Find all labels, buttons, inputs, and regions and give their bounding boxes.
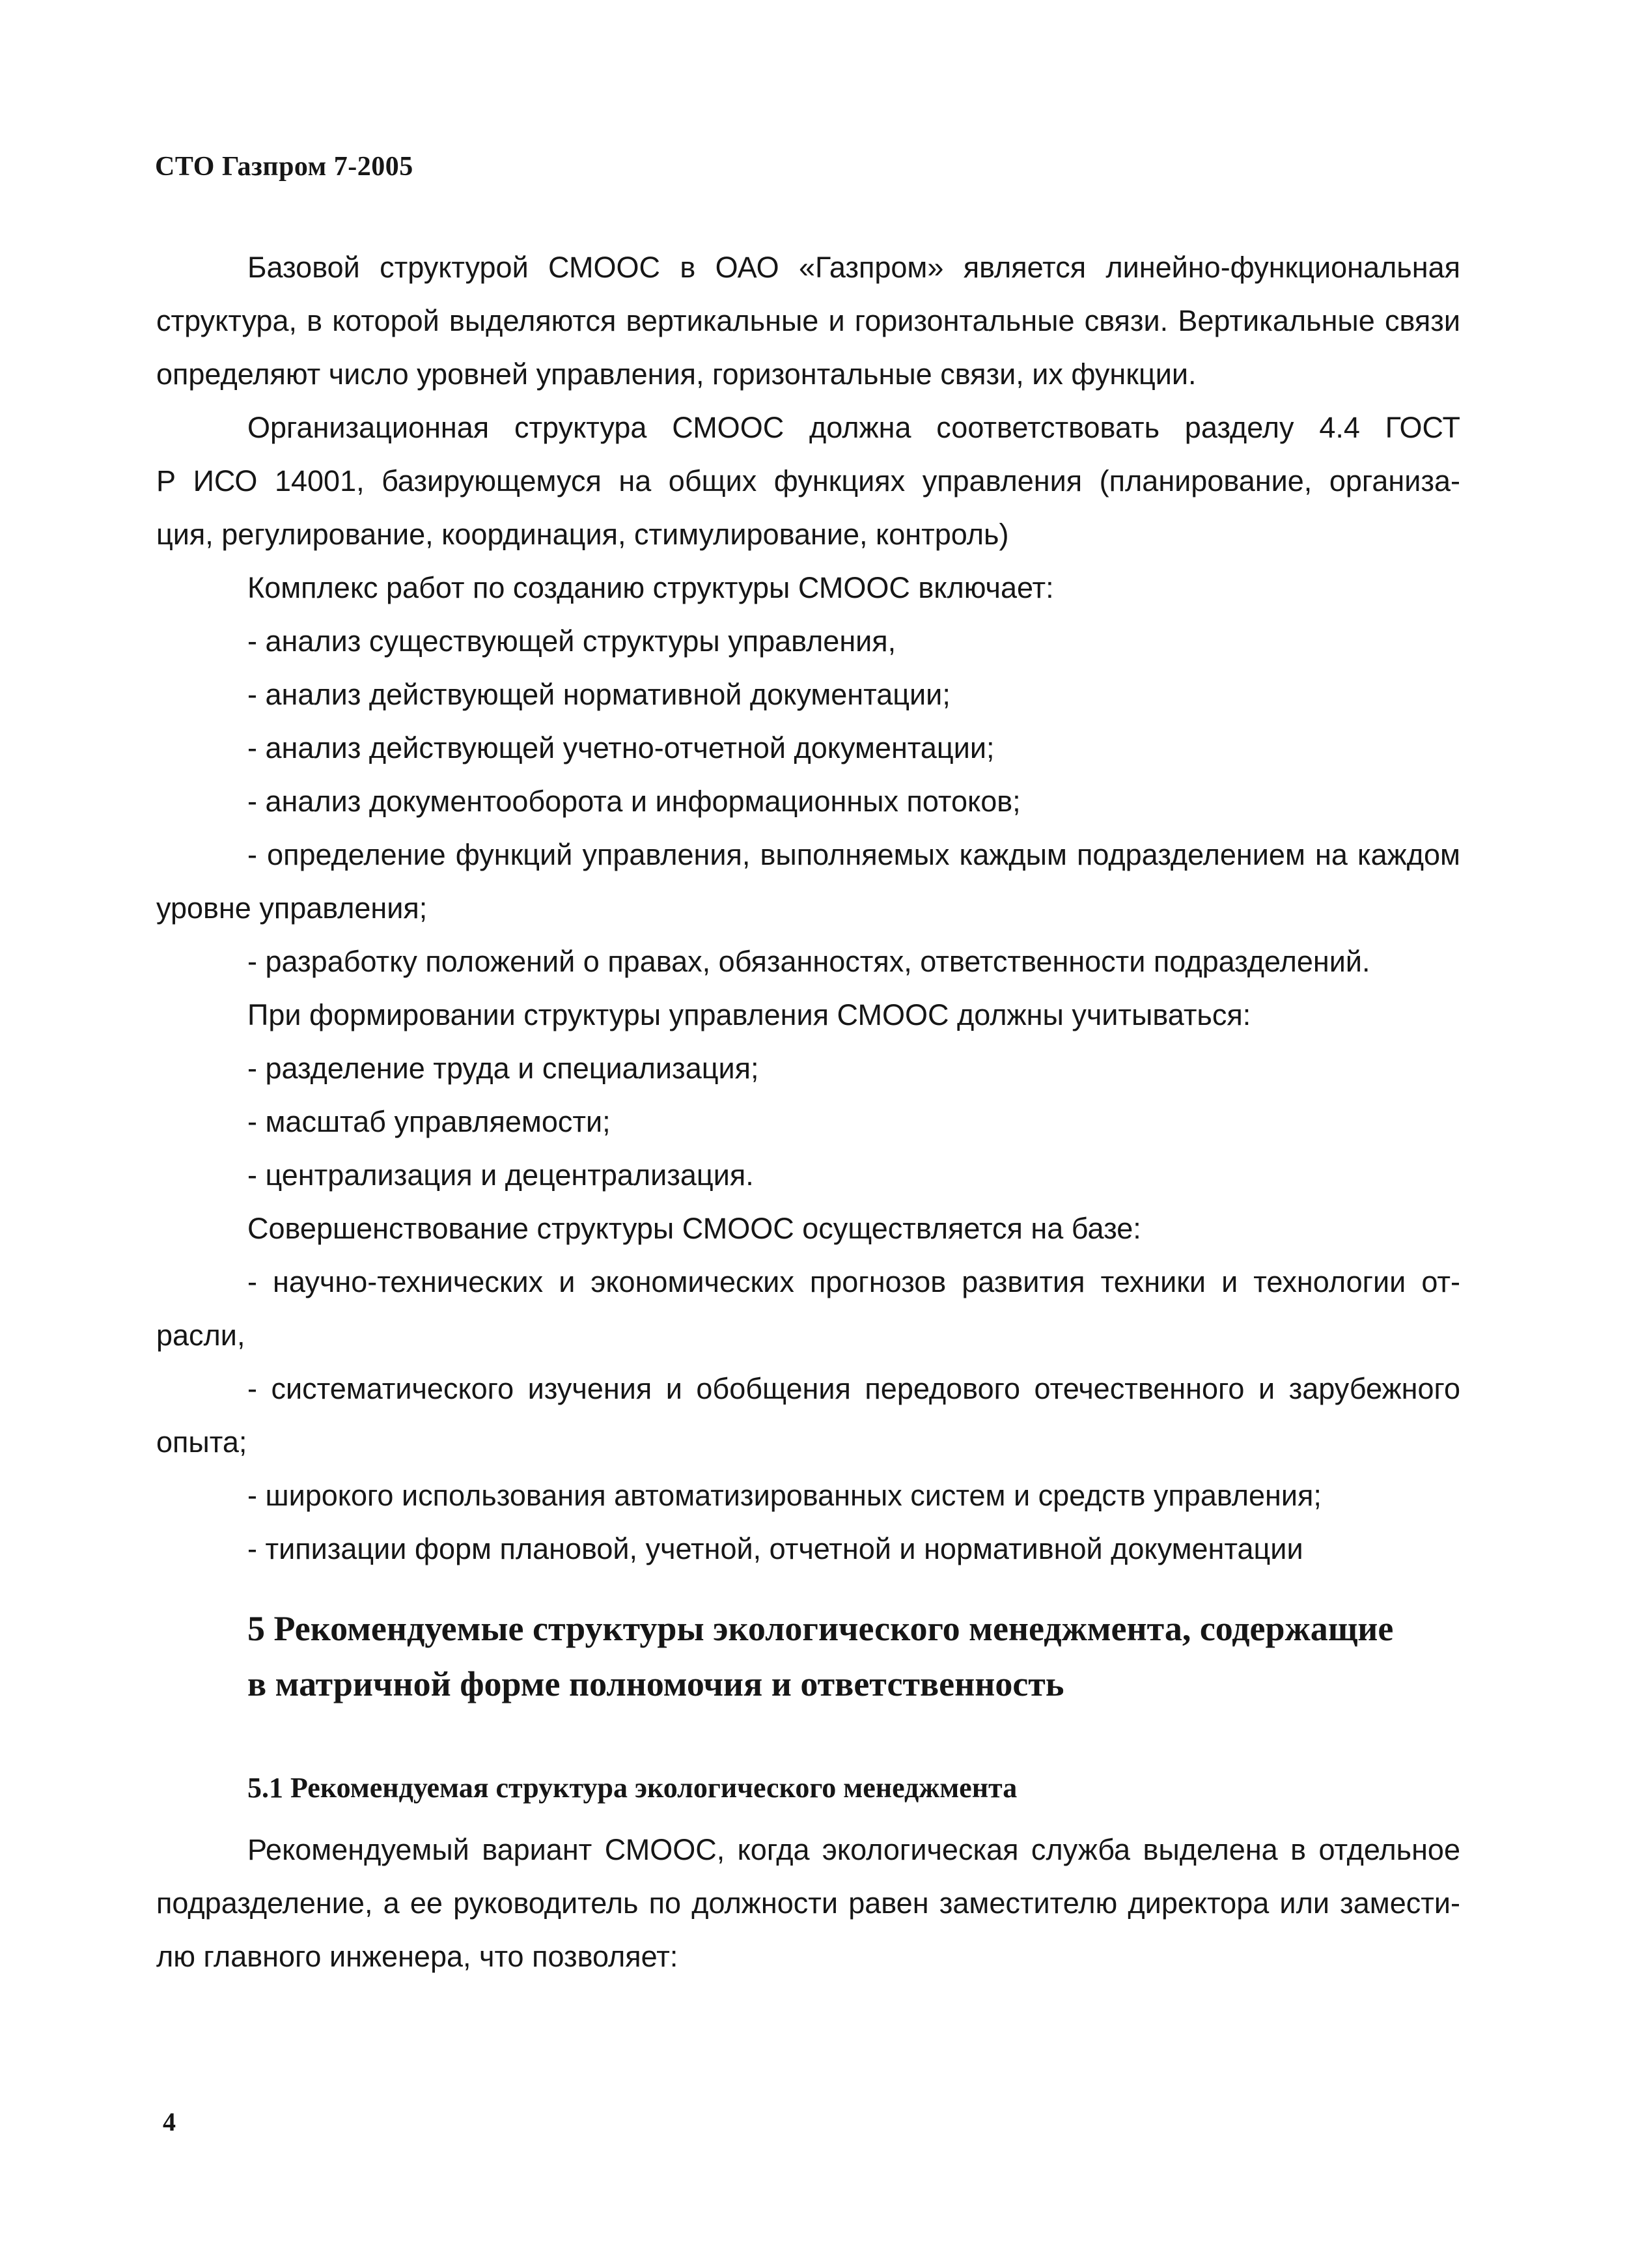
- section-title: 5 Рекомендуемые структуры экологического менеджмента, содержащие: [247, 1609, 1394, 1648]
- paragraph-line: ция, регулирование, координация, стимулирование, контроль): [156, 518, 1009, 551]
- list-item: - анализ существующей структуры управления,: [247, 624, 896, 658]
- paragraph-line: структура, в которой выделяются вертикальные и горизонтальные связи. Вертикальные связи: [156, 304, 1460, 337]
- paragraph-line: Комплекс работ по созданию структуры СМООС включает:: [247, 571, 1054, 604]
- list-item: - анализ документооборота и информационных потоков;: [247, 785, 1021, 818]
- list-item: - анализ действующей учетно-отчетной документации;: [247, 731, 995, 764]
- paragraph-line: лю главного инженера, что позволяет:: [156, 1940, 678, 1973]
- running-header: СТО Газпром 7-2005: [155, 152, 413, 182]
- subsection-title: 5.1 Рекомендуемая структура экологического менеджмента: [247, 1772, 1018, 1804]
- paragraph-line: Организационная структура СМООС должна соответствовать разделу 4.4 ГОСТ: [247, 411, 1460, 444]
- paragraph-line: Р ИСО 14001, базирующемуся на общих функциях управления (планирование, организа-: [156, 464, 1460, 497]
- list-item: - централизация и децентрализация.: [247, 1158, 754, 1192]
- paragraph-line: Базовой структурой СМООС в ОАО «Газпром» является линейно-функциональная: [247, 251, 1460, 284]
- list-item: уровне управления;: [156, 891, 428, 925]
- list-item: - широкого использования автоматизированных систем и средств управления;: [247, 1479, 1322, 1512]
- list-item: - научно-технических и экономических прогнозов развития техники и технологии от-: [247, 1265, 1460, 1298]
- list-item: - разделение труда и специализация;: [247, 1052, 759, 1085]
- list-item: - определение функций управления, выполняемых каждым подразделением на каждом: [247, 838, 1460, 871]
- list-item: - анализ действующей нормативной документации;: [247, 678, 951, 711]
- paragraph-line: подразделение, а ее руководитель по должности равен заместителю директора или замести-: [156, 1886, 1460, 1920]
- paragraph-line: Рекомендуемый вариант СМООС, когда экологическая служба выделена в отдельное: [247, 1833, 1460, 1866]
- page-number: 4: [163, 2107, 176, 2136]
- list-item: - масштаб управляемости;: [247, 1105, 611, 1138]
- paragraph-line: При формировании структуры управления СМООС должны учитываться:: [247, 998, 1251, 1031]
- section-title: в матричной форме полномочия и ответственность: [247, 1664, 1064, 1703]
- list-item: опыта;: [156, 1425, 247, 1459]
- list-item: - систематического изучения и обобщения передового отечественного и зарубежного: [247, 1372, 1460, 1405]
- paragraph-line: определяют число уровней управления, горизонтальные связи, их функции.: [156, 357, 1197, 391]
- paragraph-line: Совершенствование структуры СМООС осуществляется на базе:: [247, 1212, 1141, 1245]
- list-item: - типизации форм плановой, учетной, отчетной и нормативной документации: [247, 1532, 1303, 1565]
- list-item: - разработку положений о правах, обязанностях, ответственности подразделений.: [247, 945, 1370, 978]
- list-item: расли,: [156, 1319, 245, 1352]
